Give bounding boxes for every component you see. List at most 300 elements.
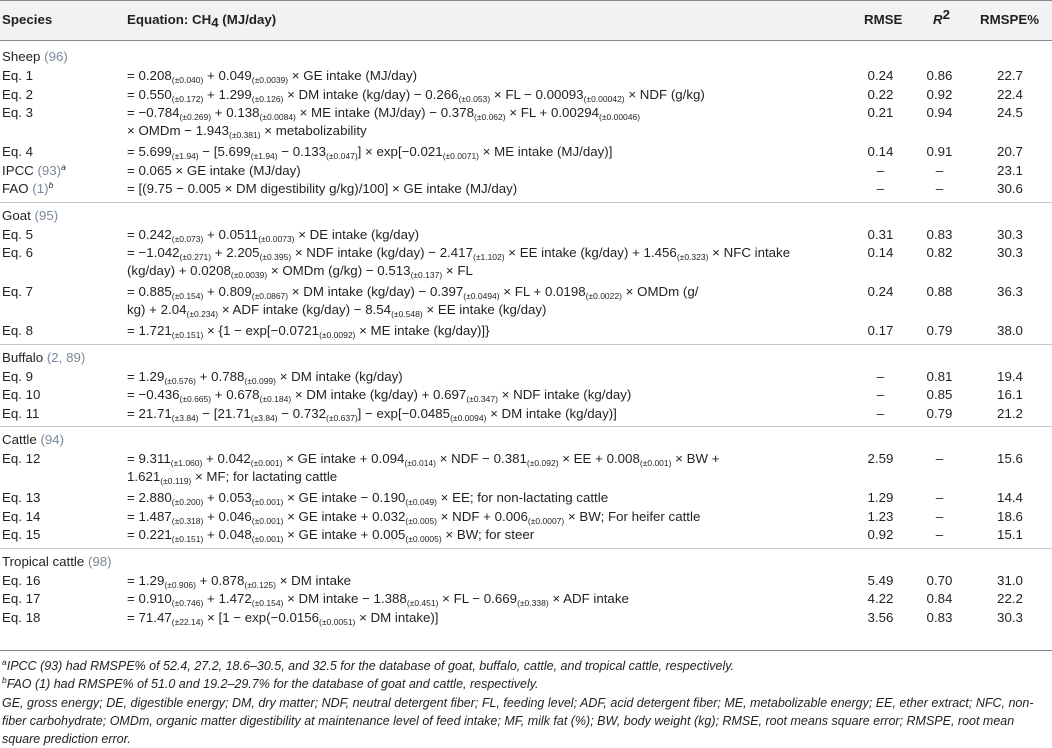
header-species: Species: [2, 12, 53, 27]
coefficient-se: (±0.0073): [258, 233, 295, 244]
row-label: [2, 244, 33, 262]
coefficient-se: (±0.0022): [585, 291, 622, 301]
group-label: [0, 47, 1052, 67]
equation-text: = 21.71: [127, 405, 172, 421]
coefficient-se: (±0.047): [326, 151, 358, 161]
rmse-value: 0.22: [867, 86, 894, 102]
equation-text: × ADF intake (kg/day) − 8.54: [218, 302, 392, 317]
coefficient-se: (±0.172): [171, 93, 204, 104]
table-row: [0, 405, 1052, 424]
row-label: [2, 86, 33, 104]
equation: [127, 283, 842, 319]
rmspe-value: 38.0: [997, 323, 1023, 338]
group-reference: (2, 89): [46, 349, 86, 365]
equation-text: + 0.046: [203, 508, 252, 524]
row-label-text: Eq. 16: [2, 572, 41, 588]
coefficient-se: (±1.102): [472, 252, 505, 262]
row-label-text: Eq. 7: [2, 284, 34, 299]
coefficient-se: (±0.062): [474, 112, 506, 122]
row-label-text: Eq. 10: [2, 387, 41, 402]
equation-line: [127, 180, 842, 198]
equation-text: × metabolizability: [260, 123, 367, 138]
coefficient-se: (±0.001): [250, 458, 283, 468]
rmse-value: 0.17: [867, 323, 894, 338]
r2-value: –: [935, 527, 944, 542]
equation-text: = −1.042: [127, 245, 180, 260]
r2-value: –: [935, 508, 944, 524]
equation-line: [127, 526, 842, 544]
rmspe-value: 22.7: [997, 68, 1023, 83]
table-footnotes: [0, 650, 1052, 748]
footnote: [0, 694, 1052, 748]
table-row: [0, 368, 1052, 387]
equation-line: [127, 322, 842, 340]
footnote-marker: a: [61, 161, 66, 172]
row-label: [2, 526, 40, 544]
rmse-value: 2.59: [867, 451, 894, 466]
equation-text: × GE intake + 0.094: [282, 451, 405, 466]
row-label-text: Eq. 8: [2, 323, 34, 338]
equation-text: − [21.71: [198, 405, 251, 421]
row-label: [2, 386, 40, 404]
coefficient-se: (±0.347): [466, 394, 498, 404]
equation-text: × NDF intake (kg/day): [497, 387, 632, 402]
equation-text: = 2.880: [127, 490, 172, 505]
equation: [127, 162, 842, 180]
row-label-text: Eq. 3: [2, 105, 34, 120]
equation-text: × DM intake)]: [355, 609, 439, 625]
equation: [127, 489, 842, 507]
row-label: [2, 590, 40, 608]
rmse-value: 0.14: [867, 144, 894, 159]
table-row: [0, 104, 1052, 143]
rmspe-value: 22.4: [997, 86, 1023, 102]
coefficient-se: (±0.125): [244, 579, 276, 590]
footnote-text: FAO (1) had RMSPE% of 51.0 and 19.2–29.7% for the database of goat and cattle, respectively.: [6, 677, 539, 692]
rmspe-value: 20.7: [997, 144, 1023, 159]
equation-text: × MF; for lactating cattle: [191, 469, 338, 484]
row-reference: (1): [32, 181, 49, 196]
rmspe-value: 30.6: [997, 181, 1023, 196]
equation-text: = 9.311: [127, 451, 171, 466]
equation-text: = 0.242: [127, 226, 172, 242]
table-row: [0, 508, 1052, 527]
equation-text: × OMDm (g/: [621, 284, 699, 299]
equation-text: × GE intake − 0.190: [283, 490, 406, 505]
equation-line: [127, 609, 842, 627]
equation: [127, 104, 842, 140]
table-row: [0, 386, 1052, 405]
rmspe-value: 36.3: [997, 284, 1023, 299]
equation-text: × EE; for non-lactating cattle: [436, 490, 609, 505]
equation-text: × NFC intake: [708, 245, 791, 260]
equation-line: [127, 508, 842, 526]
equation-text: × DM intake: [276, 572, 352, 588]
r2-value: 0.86: [926, 68, 953, 83]
equation-text: = 0.065 × GE intake (MJ/day): [127, 162, 301, 178]
equation-line: [127, 226, 842, 244]
row-label-text: Eq. 5: [2, 226, 34, 242]
coefficient-se: (±0.637): [326, 412, 358, 423]
equation-text: × DM intake (kg/day): [276, 368, 403, 384]
equation-line: [127, 143, 842, 161]
equation-text: = 0.910: [127, 591, 172, 606]
equation-text: + 0.049: [203, 68, 252, 83]
coefficient-se: (±0.0007): [527, 515, 565, 526]
group-reference: (98): [87, 553, 112, 569]
equation-text: = −0.784: [127, 105, 180, 120]
equation-line: [127, 67, 842, 85]
rmse-value: 0.92: [867, 527, 894, 542]
equation-text: × BW +: [671, 451, 720, 466]
group-reference: (94): [40, 432, 65, 447]
equation-text: × [1 − exp(−0.0156: [203, 609, 320, 625]
table-row: [0, 283, 1052, 322]
coefficient-se: (±0.151): [171, 330, 204, 340]
row-label-text: Eq. 13: [2, 490, 41, 505]
r2-value: 0.79: [926, 323, 953, 338]
equation-text: = 0.221: [127, 527, 172, 542]
equation-line: [127, 489, 842, 507]
row-label-text: Eq. 1: [2, 68, 34, 83]
equation-line: [127, 104, 842, 122]
rmspe-value: 14.4: [997, 490, 1023, 505]
coefficient-se: (±0.271): [179, 252, 212, 262]
equation-text: = 0.550: [127, 86, 172, 102]
table-row: [0, 143, 1052, 162]
equation-line: [127, 162, 842, 180]
equation-text: + 0.878: [195, 572, 245, 588]
equation-text: + 0.0511: [203, 226, 259, 242]
rmse-value: –: [876, 181, 885, 196]
coefficient-se: (±0.126): [251, 93, 284, 104]
equation-text: = 1.721: [127, 323, 172, 338]
species-group: [0, 426, 1052, 545]
rmspe-value: 19.4: [997, 368, 1023, 384]
equation-text: × NDF − 0.381: [436, 451, 527, 466]
rmse-value: –: [876, 368, 885, 384]
equation-text: = 0.885: [127, 284, 172, 299]
species-group: [0, 548, 1052, 628]
rmse-value: –: [876, 405, 885, 421]
r2-value: 0.85: [926, 387, 953, 402]
r2-value: 0.83: [926, 226, 953, 242]
equation: [127, 180, 842, 198]
rmspe-value: 31.0: [997, 572, 1023, 588]
table-row: [0, 180, 1052, 199]
r2-value: 0.92: [926, 86, 953, 102]
table-row: [0, 489, 1052, 508]
equation-text: × GE intake (MJ/day): [288, 68, 418, 83]
r2-value: 0.81: [926, 368, 953, 384]
rmse-value: 0.14: [867, 245, 894, 260]
equation-line: [127, 572, 842, 590]
equation-text: = 1.487: [127, 508, 172, 524]
coefficient-se: (±1.060): [170, 458, 203, 468]
equation-text: × EE intake (kg/day): [422, 302, 547, 317]
equation-text: × FL + 0.00294: [505, 105, 600, 120]
coefficient-se: (±0.053): [458, 93, 491, 104]
row-label: [2, 226, 33, 244]
row-label: [2, 508, 40, 526]
equation: [127, 526, 842, 544]
equation-line: [127, 301, 842, 319]
footnote-mark: a: [2, 657, 7, 667]
equation-text: × BW; for steer: [441, 527, 535, 542]
group-label: [0, 552, 1052, 572]
group-label-text: Tropical cattle: [2, 553, 88, 569]
equation-text: × DM intake − 1.388: [283, 591, 407, 606]
coefficient-se: (±0.0494): [463, 291, 500, 301]
header-r2: [933, 7, 951, 27]
row-label-text: Eq. 2: [2, 86, 34, 102]
equation: [127, 508, 842, 526]
equation-text: × DM intake (kg/day) + 0.697: [291, 387, 467, 402]
coefficient-se: (±0.001): [251, 497, 284, 507]
equation: [127, 226, 842, 244]
coefficient-se: (±0.0094): [450, 412, 487, 423]
coefficient-se: (±0.184): [259, 394, 292, 404]
coefficient-se: (±0.099): [244, 375, 276, 386]
rmse-value: 4.22: [867, 591, 894, 606]
coefficient-se: (±22.14): [171, 616, 204, 627]
group-label: [0, 206, 1052, 226]
row-label-text: Eq. 12: [2, 451, 41, 466]
equation-text: × DM intake (kg/day) − 0.397: [288, 284, 464, 299]
coefficient-se: (±0.154): [251, 598, 284, 608]
r2-value: 0.79: [926, 405, 953, 421]
row-label: [2, 104, 33, 122]
table-body: [0, 41, 1052, 627]
footnote-marker: b: [48, 180, 54, 190]
equation-text: = −0.436: [127, 387, 180, 402]
coefficient-se: (±0.548): [391, 309, 423, 319]
coefficient-se: (±0.323): [676, 252, 709, 262]
equation-text: ] − exp[−0.0485: [357, 405, 451, 421]
header-equation-subscript: 4: [211, 15, 219, 30]
footnote-text: GE, gross energy; DE, digestible energy; DM, dry matter; NDF, neutral detergent fiber; FL, feeding level; ADF, acid detergent fiber; ME, metabolizable energy; EE, ether extract; NFC, non-fiber carbohydrate; OMDm, organic matter digestibility at maintenance level of feed intake; MF, milk fat (%); BW, body weight (kg); RMSE, root means square error; RMSPE, root mean square prediction error.: [2, 695, 1034, 747]
coefficient-se: (±0.0084): [259, 112, 296, 122]
equation-text: × DM intake (kg/day)]: [486, 405, 617, 421]
r2-value: 0.94: [926, 105, 953, 120]
coefficient-se: (±3.84): [171, 412, 199, 423]
r2-value: –: [935, 181, 944, 196]
row-label: [2, 322, 33, 340]
table-row: [0, 86, 1052, 105]
row-label-text: Eq. 14: [2, 508, 41, 524]
r2-value: 0.82: [926, 245, 953, 260]
coefficient-se: (±0.576): [164, 375, 196, 386]
table-row: [0, 609, 1052, 628]
group-label-text: Buffalo: [2, 349, 47, 365]
equation-text: × NDF + 0.006: [436, 508, 528, 524]
equation: [127, 143, 842, 161]
coefficient-se: (±0.005): [405, 515, 437, 526]
table-header: [0, 0, 1052, 41]
header-rmspe: RMSPE%: [980, 12, 1040, 27]
equation-text: − 0.732: [277, 405, 327, 421]
equation-text: = 1.29: [127, 572, 165, 588]
table-row: [0, 322, 1052, 341]
row-label-text: IPCC: [2, 162, 38, 178]
coefficient-se: (±0.234): [186, 309, 219, 319]
equation-text: − [5.699: [198, 144, 251, 159]
rmspe-value: 18.6: [997, 508, 1023, 524]
row-label: [2, 489, 40, 507]
header-r2-text: R: [933, 12, 943, 27]
table-row: [0, 526, 1052, 545]
equation-line: [127, 590, 842, 608]
row-label-text: Eq. 6: [2, 245, 34, 260]
equation-text: + 1.299: [203, 86, 252, 102]
row-label-text: Eq. 17: [2, 591, 41, 606]
equation-line: [127, 468, 842, 486]
equation-text: × GE intake + 0.032: [283, 508, 406, 524]
equation-text: × OMDm (g/kg) − 0.513: [267, 263, 411, 278]
header-equation: [127, 12, 277, 30]
equation-text: × FL − 0.00093: [490, 86, 584, 102]
coefficient-se: (±0.0039): [230, 270, 268, 280]
coefficient-se: (±1.94): [250, 151, 278, 161]
equation-text: × FL − 0.669: [438, 591, 518, 606]
coefficient-se: (±0.137): [410, 270, 443, 280]
equation-text: (kg/day) + 0.0208: [127, 263, 231, 278]
coefficient-se: (±0.154): [171, 291, 204, 301]
row-reference: (93): [37, 162, 62, 178]
rmspe-value: 16.1: [997, 387, 1023, 402]
group-reference: (95): [34, 207, 59, 223]
equation-line: [127, 405, 842, 423]
coefficient-se: (±1.94): [171, 151, 199, 161]
rmse-value: 3.56: [867, 609, 894, 625]
footnote-text: IPCC (93) had RMSPE% of 52.4, 27.2, 18.6–30.5, and 32.5 for the database of goat, buffalo, cattle, and tropical cattle, respectively.: [6, 659, 735, 673]
rmse-value: 1.23: [867, 508, 894, 524]
row-label-text: Eq. 15: [2, 527, 41, 542]
group-label-text: Sheep: [2, 49, 45, 64]
equation-text: × DE intake (kg/day): [294, 226, 420, 242]
coefficient-se: (±0.001): [639, 458, 672, 468]
row-label: [2, 572, 40, 590]
equation-text: + 0.678: [211, 387, 260, 402]
equation-text: × NDF intake (kg/day) − 2.417: [291, 245, 473, 260]
equation-text: × ADF intake: [548, 591, 629, 606]
equation-text: − 0.133: [277, 144, 327, 159]
equation: [127, 67, 842, 85]
equation: [127, 572, 842, 590]
group-label: [0, 348, 1052, 368]
equation-text: × DM intake (kg/day) − 0.266: [283, 86, 459, 102]
coefficient-se: (±0.0005): [405, 534, 442, 544]
header-rmse: RMSE: [864, 12, 903, 27]
table-row: [0, 572, 1052, 591]
coefficient-se: (±0.00046): [599, 112, 641, 122]
equation-line: [127, 386, 842, 404]
rmse-value: 1.29: [867, 490, 894, 505]
r2-value: 0.70: [926, 572, 953, 588]
row-label: [2, 609, 40, 627]
row-label-text: FAO: [2, 181, 33, 196]
equation-text: + 0.048: [203, 527, 252, 542]
coefficient-se: (±0.906): [164, 579, 196, 590]
equation: [127, 386, 842, 404]
coefficient-se: (±3.84): [250, 412, 278, 423]
equation-text: × FL: [442, 263, 473, 278]
coefficient-se: (±0.0867): [251, 291, 289, 301]
rmse-value: 5.49: [867, 572, 894, 588]
coefficient-se: (±0.318): [171, 515, 204, 526]
equation-text: = 1.29: [127, 368, 165, 384]
row-label: [2, 283, 33, 301]
equation-line: [127, 262, 842, 280]
equation-text: × GE intake + 0.005: [283, 527, 406, 542]
equation-text: = 5.699: [127, 144, 172, 159]
table-row: [0, 450, 1052, 489]
r2-value: 0.91: [926, 144, 953, 159]
rmspe-value: 21.2: [997, 405, 1023, 421]
row-label-text: Eq. 18: [2, 609, 41, 625]
equation-text: + 0.138: [211, 105, 260, 120]
rmse-value: –: [876, 387, 885, 402]
species-group: [0, 344, 1052, 424]
equation-text: × EE intake (kg/day) + 1.456: [504, 245, 677, 260]
coefficient-se: (±0.451): [406, 598, 439, 608]
r2-value: 0.83: [926, 609, 953, 625]
equation: [127, 368, 842, 386]
equation: [127, 450, 842, 486]
equation-text: ] × exp[−0.021: [357, 144, 443, 159]
coefficient-se: (±0.001): [251, 534, 284, 544]
equation-line: [127, 244, 842, 262]
coefficient-se: (±0.049): [405, 497, 437, 507]
equation-line: [127, 283, 842, 301]
rmse-value: –: [876, 162, 885, 178]
rmspe-value: 15.6: [997, 451, 1023, 466]
equation-text: + 0.788: [195, 368, 245, 384]
table-row: [0, 590, 1052, 609]
row-label: [2, 143, 33, 161]
footnote-mark: b: [2, 675, 7, 686]
coefficient-se: (±0.014): [404, 458, 436, 468]
row-label: [2, 162, 66, 180]
row-label: [2, 67, 33, 85]
equation-text: × ME intake (kg/day)]}: [355, 323, 490, 338]
equation-line: [127, 122, 842, 140]
equation: [127, 590, 842, 608]
coefficient-se: (±0.073): [171, 233, 204, 244]
table-row: [0, 67, 1052, 86]
rmspe-value: 22.2: [997, 591, 1023, 606]
coefficient-se: (±0.395): [259, 252, 292, 262]
rmspe-value: 24.5: [997, 105, 1023, 120]
table-row: [0, 244, 1052, 283]
equation-text: × {1 − exp[−0.0721: [203, 323, 320, 338]
coefficient-se: (±0.151): [171, 534, 204, 544]
coefficient-se: (±0.0092): [319, 330, 356, 340]
row-label: [2, 405, 39, 423]
rmspe-value: 30.3: [997, 245, 1023, 260]
group-label-text: Goat: [2, 207, 35, 223]
species-group: [0, 41, 1052, 199]
rmspe-value: 23.1: [997, 162, 1023, 178]
r2-value: –: [935, 490, 944, 505]
equation-text: = 71.47: [127, 609, 172, 625]
equation: [127, 322, 842, 340]
row-label: [2, 450, 40, 468]
equation-text: × ME intake (MJ/day) − 0.378: [295, 105, 474, 120]
equation-text: × NDF (g/kg): [624, 86, 705, 102]
rmspe-value: 30.3: [997, 609, 1023, 625]
coefficient-se: (±0.381): [229, 130, 261, 140]
